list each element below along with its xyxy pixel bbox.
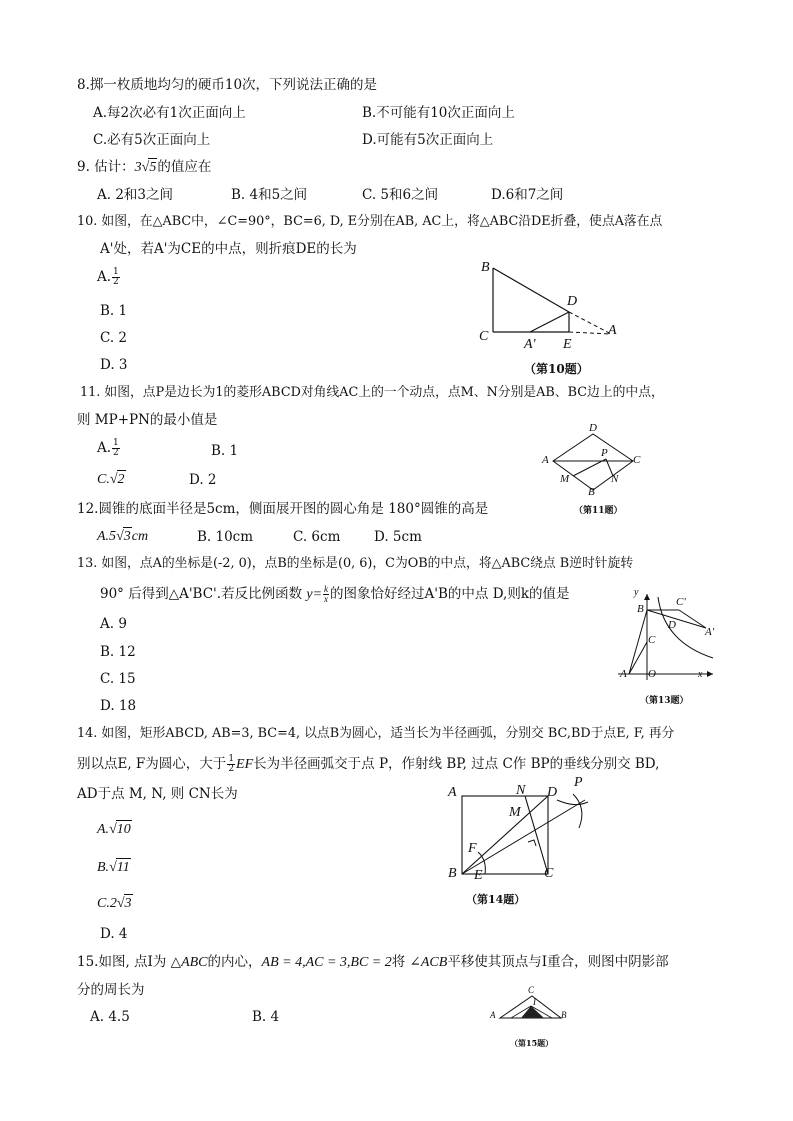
q15-line1-pre: 15.如图, 点I为 △	[77, 954, 182, 970]
q14-option-b[interactable]: B.√11	[97, 860, 130, 875]
q8-stem: 8.掷一枚质地均匀的硬币10次，下列说法正确的是	[77, 77, 378, 93]
q11-option-c-prefix: C.	[97, 472, 110, 487]
q13-line2-post: 的图象恰好经过A'B的中点 D,则k的值是	[330, 586, 570, 602]
q9-rad: 5	[149, 160, 157, 175]
q14-a-rad: 10	[116, 822, 131, 837]
q12-a-rad: 3	[123, 529, 131, 544]
q14-label-d: D	[547, 785, 558, 800]
q14-option-a[interactable]: A.√10	[97, 822, 131, 837]
q15-line1-mid2: 将 ∠	[391, 954, 421, 970]
q15-abc: ABC	[181, 955, 208, 970]
q13-option-d[interactable]: D. 18	[100, 698, 137, 714]
q15-caption: （第15题）	[510, 1038, 554, 1048]
q11-caption: （第11题）	[574, 506, 623, 516]
q12-option-a[interactable]: A.5√3cm	[97, 529, 149, 544]
q14-option-d[interactable]: D. 4	[100, 926, 128, 942]
q14-option-c-prefix: C.2	[97, 896, 117, 911]
q13-label-a1: A'	[705, 626, 715, 638]
q13-func-eq: =	[312, 587, 323, 602]
q15-figure	[497, 994, 567, 1030]
q8-option-a[interactable]: A.每2次必有1次正面向上	[93, 105, 246, 121]
q12-option-c[interactable]: C. 6cm	[293, 529, 341, 545]
q14-line2-post: 长为半径画弧交于点 P，作射线 BP, 过点 C作 BP的垂线分别交 BD,	[253, 756, 660, 772]
q15-cond: AB = 4,AC = 3,BC = 2	[261, 955, 392, 970]
q11-a-numerator: 1	[113, 438, 119, 448]
q13-option-a[interactable]: A. 9	[100, 616, 127, 632]
q14-label-n: N	[516, 783, 526, 798]
q12-option-b[interactable]: B. 10cm	[197, 529, 254, 545]
q8-option-d[interactable]: D.可能有5次正面向上	[362, 132, 494, 148]
q11-label-a: A	[542, 454, 549, 466]
q15-line1-mid: 的内心，	[207, 954, 262, 970]
q10-label-d: D	[567, 294, 578, 309]
q12-a-unit: cm	[131, 529, 149, 544]
q13-label-a: A	[620, 668, 627, 680]
q11-option-b[interactable]: B. 1	[211, 443, 239, 459]
q13-func-den: x	[324, 594, 329, 604]
q13-label-o: O	[648, 668, 656, 680]
q13-option-b[interactable]: B. 12	[100, 644, 136, 660]
q15-line1	[77, 953, 669, 972]
q11-label-d: D	[589, 422, 597, 434]
q14-b-rad: 11	[116, 860, 130, 875]
q10-option-d[interactable]: D. 3	[100, 357, 128, 373]
q9-stem-pre: 9. 估计：	[77, 159, 135, 175]
q10-line2: A'处，若A'为CE的中点，则折痕DE的长为	[100, 241, 357, 257]
q10-label-a1: A'	[524, 337, 536, 352]
q15-label-a: A	[490, 1010, 496, 1020]
q15-label-c: C	[528, 985, 535, 995]
q10-caption: （第10题）	[524, 362, 589, 376]
q15-line2: 分的周长为	[77, 982, 145, 998]
q13-line2	[100, 585, 570, 604]
q10-a-denominator: 2	[113, 277, 119, 287]
q14-figure	[455, 790, 595, 880]
q11-line1: 11. 如图，点P是边长为1的菱形ABCD对角线AC上的一个动点，点M、N分别是AB、BC边上的中点，	[80, 385, 664, 400]
q9-option-b[interactable]: B. 4和5之间	[231, 187, 308, 203]
q13-label-b: B	[637, 603, 644, 615]
q10-option-c[interactable]: C. 2	[100, 330, 128, 346]
q10-label-c: C	[479, 329, 489, 344]
q14-line2-numerator: 1	[228, 754, 235, 764]
q14-label-m: M	[509, 805, 521, 820]
q14-line3: AD于点 M, N, 则 CN长为	[77, 786, 238, 802]
q10-label-a: A	[608, 323, 617, 338]
q13-label-c1: C'	[676, 596, 686, 608]
q9-option-c[interactable]: C. 5和6之间	[362, 187, 439, 203]
q14-label-a: A	[448, 785, 457, 800]
q14-option-b-prefix: B.	[97, 860, 110, 875]
q15-option-a[interactable]: A. 4.5	[90, 1009, 130, 1025]
q11-label-m: M	[560, 473, 570, 485]
q15-option-b[interactable]: B. 4	[252, 1009, 280, 1025]
q14-line2-denominator: 2	[228, 764, 235, 774]
q10-line1: 10. 如图，在△ABC中，∠C=90°，BC=6, D, E分别在AB, AC上，将△ABC沿DE折叠，使点A落在点	[77, 214, 663, 229]
q13-label-x: x	[698, 669, 703, 680]
q15-acb: ACB	[420, 955, 448, 970]
q9-option-d[interactable]: D.6和7之间	[491, 187, 564, 203]
q10-option-b[interactable]: B. 1	[100, 303, 128, 319]
q8-option-b[interactable]: B.不可能有10次正面向上	[362, 105, 515, 121]
q13-func-num: k	[324, 584, 329, 594]
q14-label-b: B	[448, 866, 457, 881]
q11-option-c[interactable]: C.√2	[97, 472, 125, 487]
q10-a-numerator: 1	[113, 267, 119, 277]
q11-label-p: P	[601, 447, 608, 459]
q14-c-rad: 3	[124, 896, 132, 911]
q12-option-d[interactable]: D. 5cm	[374, 529, 422, 545]
q14-label-p: P	[574, 775, 583, 790]
q14-caption: （第14题）	[466, 893, 526, 906]
q12-option-a-prefix: A.5	[97, 529, 117, 544]
q13-option-c[interactable]: C. 15	[100, 671, 136, 687]
q12-stem: 12.圆锥的底面半径是5cm，侧面展开图的圆心角是 180°圆锥的高是	[77, 501, 489, 517]
q14-line1: 14. 如图，矩形ABCD, AB=3, BC=4, 以点B为圆心，适当长为半径画弧，分别交 BC,BD于点E, F, 再分	[77, 726, 675, 741]
q14-label-c: C	[544, 866, 554, 881]
q10-label-b: B	[481, 260, 490, 275]
q8-option-c[interactable]: C.必有5次正面向上	[93, 132, 211, 148]
q10-option-a[interactable]	[97, 268, 121, 287]
q11-line2: 则 MP+PN的最小值是	[77, 412, 218, 428]
q13-label-c: C	[648, 634, 656, 646]
q11-c-rad: 2	[117, 472, 125, 487]
q14-label-e: E	[474, 868, 483, 883]
q9-stem: 9. 估计：3√5的值应在	[77, 159, 212, 175]
q14-label-f: F	[468, 841, 477, 856]
q9-coef: 3	[134, 160, 142, 175]
q13-line1: 13. 如图，点A的坐标是(-2, 0)，点B的坐标是(0, 6)，C为OB的中点，将△ABC绕点 B逆时针旋转	[77, 556, 634, 571]
q13-func-y: y	[306, 587, 313, 602]
q10-label-e: E	[563, 337, 572, 352]
q9-option-a[interactable]: A. 2和3之间	[97, 187, 174, 203]
q11-label-c: C	[633, 454, 641, 466]
q11-option-a-prefix: A.	[97, 440, 112, 456]
q10-option-a-prefix: A.	[97, 269, 112, 285]
q14-line2	[77, 755, 659, 774]
q11-option-d[interactable]: D. 2	[189, 472, 217, 488]
q14-option-c[interactable]: C.2√3	[97, 896, 132, 911]
q11-a-denominator: 2	[113, 448, 119, 458]
q13-caption: （第13题）	[640, 696, 689, 706]
q13-label-y: y	[634, 587, 639, 598]
q11-label-n: N	[611, 473, 619, 485]
q11-option-a[interactable]	[97, 439, 121, 458]
q14-line2-ef: EF	[236, 757, 254, 772]
q14-option-a-prefix: A.	[97, 822, 110, 837]
q11-label-b: B	[588, 486, 595, 498]
q13-line2-pre: 90° 后得到△A'BC'.若反比例函数	[100, 586, 303, 602]
q15-label-b: B	[561, 1010, 567, 1020]
q15-label-i: I	[533, 997, 536, 1007]
q14-line2-pre: 别以点E, F为圆心，大于	[77, 756, 227, 772]
q15-line1-post: 平移使其顶点与I重合，则图中阴影部	[447, 954, 669, 970]
q9-stem-post: 的值应在	[157, 159, 212, 175]
q13-label-d: D	[668, 619, 676, 631]
